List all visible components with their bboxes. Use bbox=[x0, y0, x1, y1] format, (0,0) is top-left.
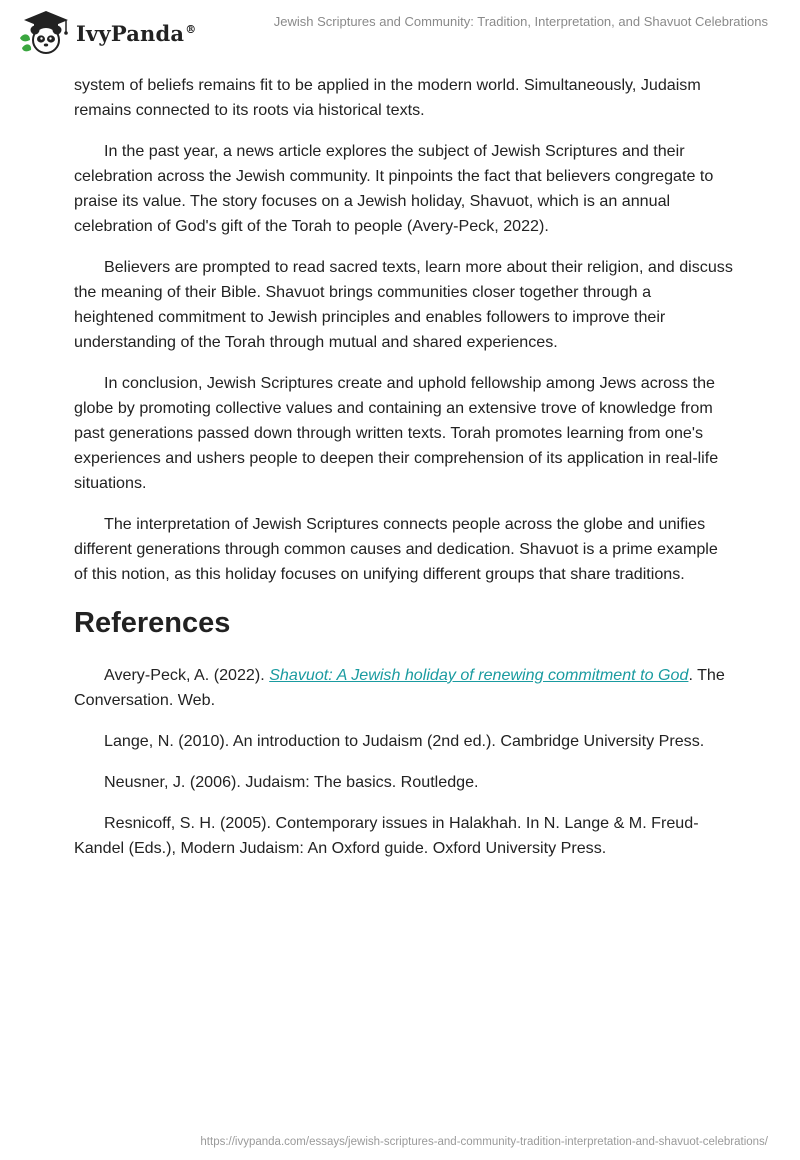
reference-item: Neusner, J. (2006). Judaism: The basics. Routledge. bbox=[104, 773, 479, 791]
reference-item: Lange, N. (2010). An introduction to Judaism (2nd ed.). Cambridge University Press. bbox=[104, 732, 705, 750]
logo-text: IvyPanda bbox=[76, 20, 185, 46]
body-paragraph: system of beliefs remains fit to be applied in the modern world. Simultaneously, Judaism remains connected to its roots via historical texts. bbox=[74, 76, 701, 119]
body-paragraph: The interpretation of Jewish Scriptures connects people across the globe and unifies different generations through common causes and dedication. Shavuot is a prime example of this notion, as this holiday focuses on unifying different groups that share traditions. bbox=[74, 515, 718, 583]
reference-prefix: Avery-Peck, A. (2022). bbox=[104, 666, 270, 684]
registered-mark: ® bbox=[185, 22, 197, 36]
panda-graduate-icon bbox=[16, 8, 74, 56]
source-url[interactable]: https://ivypanda.com/essays/jewish-scriptures-and-community-tradition-interpretation-and-shavuot-celebrations/ bbox=[200, 1136, 768, 1148]
reference-suffix: . The Conversation. Web. bbox=[74, 666, 725, 709]
body-paragraph: In conclusion, Jewish Scriptures create and uphold fellowship among Jews across the globe by promoting collective values and containing an extensive trove of knowledge from past generations passed down through written texts. Torah promotes learning from one's experiences and ushers people to deepen their comprehension of its application in real-life situations. bbox=[74, 374, 719, 492]
logo-wordmark bbox=[76, 21, 196, 46]
body-paragraph: In the past year, a news article explores the subject of Jewish Scriptures and their celebration across the Jewish community. It pinpoints the fact that believers congregate to praise its value. The story focuses on a Jewish holiday, Shavuot, which is an annual celebration of God's gift of the Torah to people (Avery-Peck, 2022). bbox=[74, 142, 714, 235]
reference-link[interactable]: Shavuot: A Jewish holiday of renewing commitment to God bbox=[269, 666, 689, 684]
essay-content bbox=[74, 73, 734, 877]
document-title: Jewish Scriptures and Community: Tradition, Interpretation, and Shavuot Celebrations bbox=[273, 14, 768, 29]
reference-item: Resnicoff, S. H. (2005). Contemporary issues in Halakhah. In N. Lange & M. Freud-Kandel (Eds.), Modern Judaism: An Oxford guide. Oxford University Press. bbox=[74, 814, 699, 857]
body-paragraph: Believers are prompted to read sacred texts, learn more about their religion, and discuss the meaning of their Bible. Shavuot brings communities closer together through a heightened commitment to Jewish principles and enables followers to improve their understanding of the Torah through mutual and shared experiences. bbox=[74, 258, 733, 351]
reference-item bbox=[74, 663, 734, 713]
references-heading: References bbox=[74, 607, 231, 639]
page-header bbox=[0, 0, 800, 60]
ivypanda-logo[interactable] bbox=[16, 8, 216, 56]
